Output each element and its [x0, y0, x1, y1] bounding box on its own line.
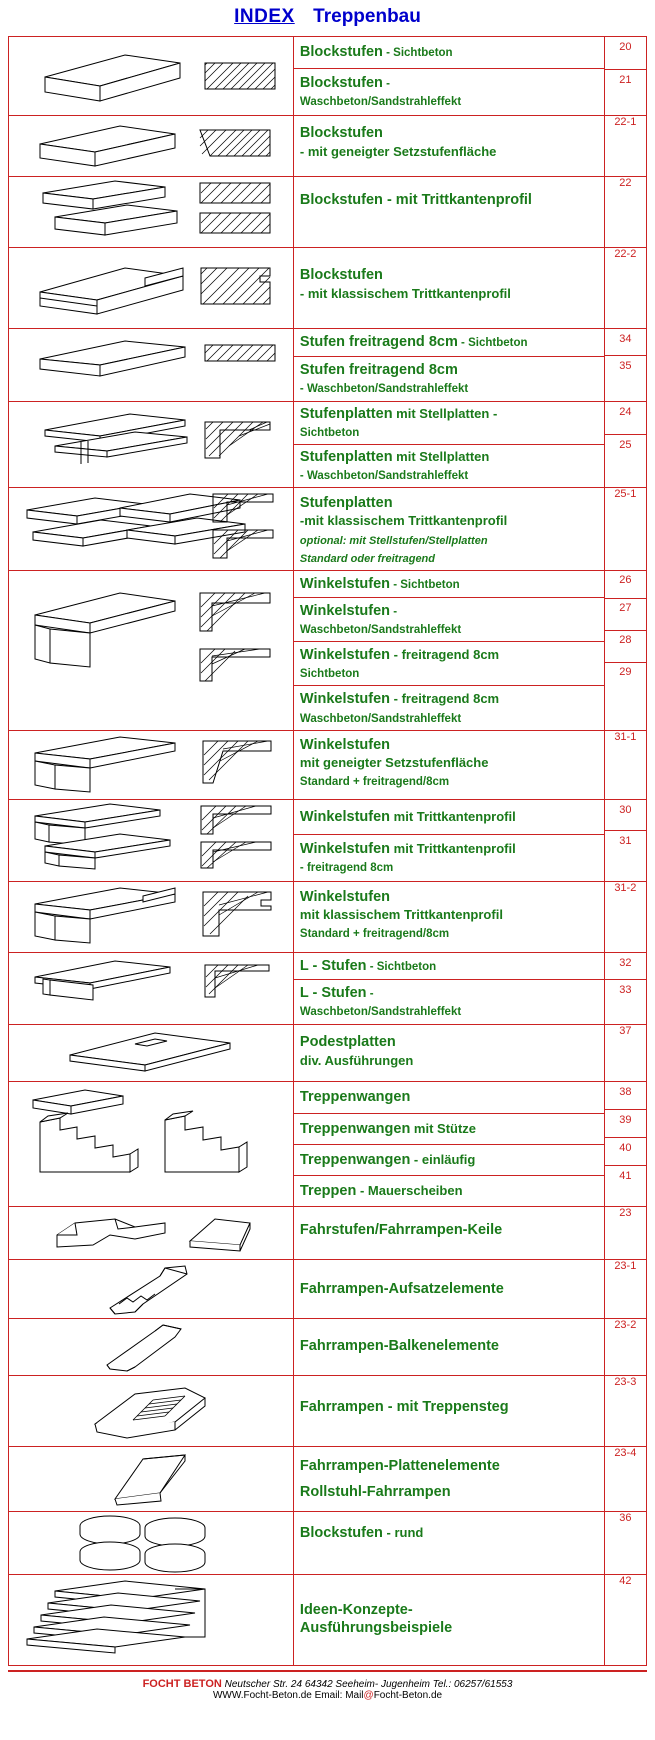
entry-title: Fahrrampen - mit Treppensteg — [299, 1398, 509, 1415]
page-number: 40 — [605, 1138, 646, 1166]
entry-line — [294, 980, 604, 1024]
entry-subtitle: - Waschbeton/Sandstrahleffekt — [299, 470, 469, 483]
entry-title: Fahrstufen/Fahrrampen-Keile — [299, 1221, 503, 1238]
entry-title: Blockstufen — [299, 267, 383, 284]
table-row — [9, 570, 647, 730]
entry-subtitle: mit geneigter Setzstufenfläche — [299, 754, 489, 770]
entry-sep: - — [390, 578, 401, 591]
entry-line — [294, 642, 604, 686]
entry-line — [294, 1512, 604, 1545]
entry-sep: mit Trittkantenprofil — [390, 808, 516, 824]
figure-cell-winkelstufen-klassisch — [9, 882, 294, 953]
entry-line — [294, 1207, 604, 1242]
entry-subtitle: div. Ausführungen — [299, 1052, 414, 1068]
text-cell — [293, 1375, 604, 1446]
figure-cell-fahrstufen-keile — [9, 1206, 294, 1259]
entry-line — [294, 1260, 604, 1301]
text-cell — [293, 248, 604, 329]
table-row — [9, 882, 647, 953]
page-number: 25-1 — [604, 488, 646, 571]
entry-subtitle: Sichtbeton — [299, 668, 360, 681]
text-cell — [293, 570, 604, 730]
entry-title: Blockstufen — [299, 44, 383, 60]
figure-cell-klassisches-trittkantenprofil — [9, 248, 294, 329]
page-number: 23 — [604, 1206, 646, 1259]
entry-sep: - mit — [382, 192, 422, 209]
page-number-cell — [604, 953, 646, 1025]
entry-subtitle: - mit klassischem Trittkantenprofil — [299, 285, 511, 301]
entry-sep: - — [366, 961, 377, 973]
entry-line — [294, 1176, 604, 1206]
entry-line — [294, 445, 604, 487]
entry-sep: mit Stellplatten — [392, 449, 490, 464]
page-number: 36 — [604, 1511, 646, 1574]
footer — [8, 1670, 647, 1703]
page-number: 38 — [605, 1082, 646, 1110]
table-row — [9, 1511, 647, 1574]
page-number: 26 — [605, 571, 646, 599]
entry-title: Blockstufen — [299, 75, 383, 92]
blockstufe-trittkante-illustration — [15, 177, 287, 247]
text-cell — [293, 1574, 604, 1665]
entry-note: Standard + freitragend/8cm — [299, 928, 450, 941]
entry-line — [294, 1481, 604, 1504]
page-number: 25 — [619, 438, 632, 451]
entry-title: Stufenplatten — [299, 495, 393, 512]
website-text: WWW.Focht-Beton.de Email: Mail — [212, 1689, 364, 1701]
table-row — [9, 401, 647, 488]
company-address: Neutscher Str. 24 64342 Seeheim- Jugenheim Tel.: 06257/61553 — [224, 1678, 513, 1690]
entry-title: Stufen freitragend 8cm — [299, 361, 458, 378]
page-number: 37 — [604, 1025, 646, 1082]
table-row — [9, 1446, 647, 1511]
fahrrampen-platten-illustration — [15, 1447, 287, 1511]
figure-cell-fahrrampen-aufsatz — [9, 1259, 294, 1318]
text-cell — [293, 37, 604, 116]
table-row — [9, 116, 647, 177]
table-row — [9, 953, 647, 1025]
entry-sep: - — [382, 78, 390, 91]
figure-cell-fahrrampen-treppensteg — [9, 1375, 294, 1446]
entry-title: L - Stufen — [299, 985, 367, 1002]
entry-note-2: Standard oder freitragend — [299, 552, 435, 565]
page-number: 23-2 — [604, 1318, 646, 1375]
text-cell — [293, 1206, 604, 1259]
page-number: 23-3 — [604, 1375, 646, 1446]
page-number: 41 — [619, 1170, 632, 1183]
text-cell — [293, 1318, 604, 1375]
entry-line — [294, 329, 604, 356]
text-cell — [293, 1446, 604, 1511]
page-number: 31 — [619, 834, 632, 847]
entry-sep: - freitragend 8cm — [390, 647, 500, 663]
page-number-cell — [604, 570, 646, 730]
table-row — [9, 1082, 647, 1207]
winkelstufe-klassisch-illustration — [15, 882, 287, 952]
entry-line — [294, 248, 604, 305]
entry-subtitle: Waschbeton/Sandstrahleffekt — [299, 1006, 462, 1019]
page-number: 31-2 — [604, 882, 646, 953]
entry-sep: mit Stütze — [410, 1120, 477, 1136]
stufen-freitragend-illustration — [15, 329, 287, 391]
winkelstufe-illustration — [15, 571, 287, 711]
entry-line — [294, 37, 604, 69]
blockstufe-klassisch-illustration — [15, 248, 287, 328]
entry-title: Winkelstufen — [299, 840, 391, 857]
fahrrampen-aufsatz-illustration — [15, 1260, 287, 1318]
entry-title: Blockstufen — [299, 125, 383, 142]
entry-title: L - Stufen — [299, 958, 367, 974]
entry-subtitle: Sichtbeton — [376, 961, 437, 973]
entry-subtitle: Trittkantenprofil — [421, 192, 532, 209]
footer-line-2 — [8, 1690, 647, 1701]
text-cell — [293, 1511, 604, 1574]
entry-title: Treppenwangen — [299, 1089, 411, 1106]
entry-title: Winkelstufen — [299, 736, 391, 753]
page-number-cell — [604, 401, 646, 488]
fahrstufen-keile-illustration — [15, 1207, 287, 1259]
figure-cell-stufenplatten-stellplatten — [9, 401, 294, 488]
entry-sep: mit Trittkantenprofil — [390, 840, 516, 856]
stufenplatten-klassisch-illustration — [15, 488, 287, 566]
figure-cell-winkelstufen-geneigt — [9, 730, 294, 799]
entry-line — [294, 800, 604, 835]
entry-line — [294, 1145, 604, 1176]
entry-line — [294, 488, 604, 570]
table-row — [9, 1574, 647, 1665]
entry-line — [294, 1376, 604, 1419]
entry-title: Fahrrampen-Aufsatzelemente — [299, 1280, 504, 1297]
entry-line — [294, 177, 604, 212]
table-row — [9, 799, 647, 881]
table-row — [9, 1259, 647, 1318]
entry-sep: - — [382, 47, 394, 59]
at-symbol: @ — [363, 1689, 374, 1701]
page-number: 22-1 — [604, 116, 646, 177]
entry-title: Winkelstufen — [299, 808, 391, 825]
entry-title: Ideen-Konzepte- — [299, 1601, 413, 1618]
entry-title: Blockstufen — [299, 192, 383, 209]
entry-line — [294, 1575, 604, 1640]
figure-cell-winkelstufen — [9, 570, 294, 730]
entry-title: Winkelstufen — [299, 691, 391, 708]
entry-note: optional: mit Stellstufen/Stellplatten — [299, 534, 488, 547]
entry-subtitle: Ausführungsbeispiele — [299, 1620, 453, 1636]
entry-subtitle: Waschbeton/Sandstrahleffekt — [299, 96, 462, 109]
figure-cell-stufenplatten-klassisch — [9, 488, 294, 571]
treppenwangen-illustration — [15, 1082, 287, 1187]
entry-title: Winkelstufen — [299, 889, 391, 905]
page-number: 33 — [619, 984, 632, 996]
text-cell — [293, 401, 604, 488]
entry-subtitle: Sichtbeton — [400, 578, 460, 591]
entry-subtitle: - mit geneigter Setzstufenfläche — [299, 143, 497, 159]
podestplatte-illustration — [15, 1025, 287, 1081]
entry-sep: - Mauerscheiben — [356, 1182, 463, 1198]
page-number: 23-1 — [604, 1259, 646, 1318]
entry-title: Winkelstufen — [299, 575, 391, 592]
page-number: 21 — [619, 74, 632, 86]
entry-subtitle: mit klassischem Trittkantenprofil — [299, 907, 503, 923]
entry-line — [294, 1319, 604, 1358]
entry-subtitle: - freitragend 8cm — [299, 861, 394, 874]
page-number: 28 — [605, 631, 646, 663]
entry-sep: - rund — [382, 1524, 424, 1540]
entry-line — [294, 571, 604, 598]
entry-subtitle: Waschbeton/Sandstrahleffekt — [299, 712, 462, 725]
table-row — [9, 1375, 647, 1446]
table-row — [9, 177, 647, 248]
entry-title: Fahrrampen-Plattenelemente — [299, 1457, 500, 1474]
blockstufe-geneigt-illustration — [15, 116, 287, 176]
table-row — [9, 329, 647, 401]
entry-title: Winkelstufen — [299, 602, 391, 619]
stufenplatten-illustration — [15, 402, 287, 472]
winkelstufe-trittkante-illustration — [15, 800, 287, 872]
entry-line — [294, 731, 604, 793]
page-number: 42 — [604, 1574, 646, 1665]
page-number: 20 — [605, 37, 646, 70]
figure-cell-geneigte-setzstufe — [9, 116, 294, 177]
text-cell — [293, 882, 604, 953]
entry-line — [294, 1025, 604, 1072]
page-number: 29 — [619, 665, 632, 678]
text-cell — [293, 488, 604, 571]
entry-title: Treppenwangen — [299, 1151, 411, 1168]
text-cell — [293, 1082, 604, 1207]
entry-title: Stufenplatten — [299, 405, 393, 422]
figure-cell-fahrrampen-platten — [9, 1446, 294, 1511]
page-title — [8, 0, 647, 36]
page-number: 35 — [619, 360, 632, 373]
entry-title: Stufenplatten — [299, 449, 393, 465]
company-name: FOCHT BETON — [142, 1677, 222, 1690]
entry-line — [294, 1082, 604, 1113]
text-cell — [293, 799, 604, 881]
footer-line-1 — [8, 1678, 647, 1690]
entry-line — [294, 357, 604, 401]
winkelstufe-geneigt-illustration — [15, 731, 287, 799]
figure-cell-trittkantenprofil — [9, 177, 294, 248]
entry-title: Fahrrampen-Balkenelemente — [299, 1337, 499, 1354]
table-row — [9, 488, 647, 571]
index-table — [8, 36, 647, 1666]
entry-title: Podestplatten — [299, 1034, 396, 1051]
entry-subtitle: Sichtbeton — [468, 337, 528, 350]
entry-title: Rollstuhl-Fahrrampen — [299, 1484, 451, 1500]
entry-line — [294, 402, 604, 445]
l-stufe-illustration — [15, 953, 287, 1011]
page-number-cell — [604, 37, 646, 116]
page-number: 32 — [605, 953, 646, 980]
figure-cell-podestplatten — [9, 1025, 294, 1082]
text-cell — [293, 1025, 604, 1082]
text-cell — [293, 953, 604, 1025]
figure-cell-ideen-konzepte — [9, 1574, 294, 1665]
entry-line — [294, 953, 604, 980]
page-number: 27 — [605, 599, 646, 631]
table-row — [9, 730, 647, 799]
entry-title: Winkelstufen — [299, 647, 391, 664]
page-number: 24 — [605, 402, 646, 435]
page-number: 22-2 — [604, 248, 646, 329]
entry-note: Standard + freitragend/8cm — [299, 775, 450, 788]
entry-line — [294, 69, 604, 115]
entry-line — [294, 116, 604, 163]
page-number: 23-4 — [604, 1446, 646, 1511]
entry-subtitle: Waschbeton/Sandstrahleffekt — [299, 624, 462, 636]
entry-subtitle: - Waschbeton/Sandstrahleffekt — [299, 382, 469, 395]
entry-title: Treppenwangen — [299, 1120, 411, 1137]
entry-line — [294, 1114, 604, 1145]
entry-sep: - freitragend 8cm — [390, 691, 500, 707]
title-subject-word: Treppenbau — [313, 6, 421, 27]
figure-cell-winkelstufen-trittkante — [9, 799, 294, 881]
entry-line — [294, 1447, 604, 1481]
entry-title: Blockstufen — [299, 1524, 383, 1541]
table-row — [9, 1318, 647, 1375]
ideen-konzepte-illustration — [15, 1575, 287, 1665]
page-number-cell — [604, 329, 646, 401]
entry-sep: - — [457, 337, 469, 350]
fahrrampen-treppensteg-illustration — [15, 1376, 287, 1446]
figure-cell-l-stufen — [9, 953, 294, 1025]
table-row — [9, 248, 647, 329]
page-number: 22 — [604, 177, 646, 248]
entry-sep: - einläufig — [410, 1151, 476, 1167]
blockstufe-illustration — [15, 37, 287, 107]
entry-title: Treppen — [299, 1182, 357, 1199]
entry-subtitle: Sichtbeton — [393, 47, 453, 59]
title-index-word: INDEX — [234, 6, 295, 27]
entry-sep: - — [366, 988, 374, 1001]
fahrrampen-balken-illustration — [15, 1319, 287, 1375]
figure-cell-blockstufen-rund — [9, 1511, 294, 1574]
page-number: 31-1 — [604, 730, 646, 799]
text-cell — [293, 730, 604, 799]
entry-line — [294, 598, 604, 642]
blockstufen-rund-illustration — [15, 1512, 287, 1574]
text-cell — [293, 177, 604, 248]
page-number-cell — [604, 1082, 646, 1207]
figure-cell-stufen-freitragend — [9, 329, 294, 401]
text-cell — [293, 1259, 604, 1318]
entry-line — [294, 686, 604, 729]
entry-sep: - — [390, 605, 398, 618]
figure-cell-treppenwangen — [9, 1082, 294, 1207]
entry-sep: mit Stellplatten - — [392, 405, 498, 421]
entry-line — [294, 882, 604, 945]
entry-subtitle: -mit klassischem Trittkantenprofil — [299, 513, 508, 529]
text-cell — [293, 116, 604, 177]
entry-subtitle: Sichtbeton — [299, 426, 360, 439]
entry-line — [294, 835, 604, 881]
email-domain: Focht-Beton.de — [373, 1689, 443, 1701]
entry-title: Stufen freitragend 8cm — [299, 334, 458, 351]
figure-cell-blockstufen — [9, 37, 294, 116]
table-row — [9, 1025, 647, 1082]
page-number: 30 — [605, 800, 646, 831]
figure-cell-fahrrampen-balken — [9, 1318, 294, 1375]
page-number: 39 — [605, 1110, 646, 1138]
page-number-cell — [604, 799, 646, 881]
table-row — [9, 1206, 647, 1259]
page-number: 34 — [605, 329, 646, 356]
text-cell — [293, 329, 604, 401]
table-row — [9, 37, 647, 116]
